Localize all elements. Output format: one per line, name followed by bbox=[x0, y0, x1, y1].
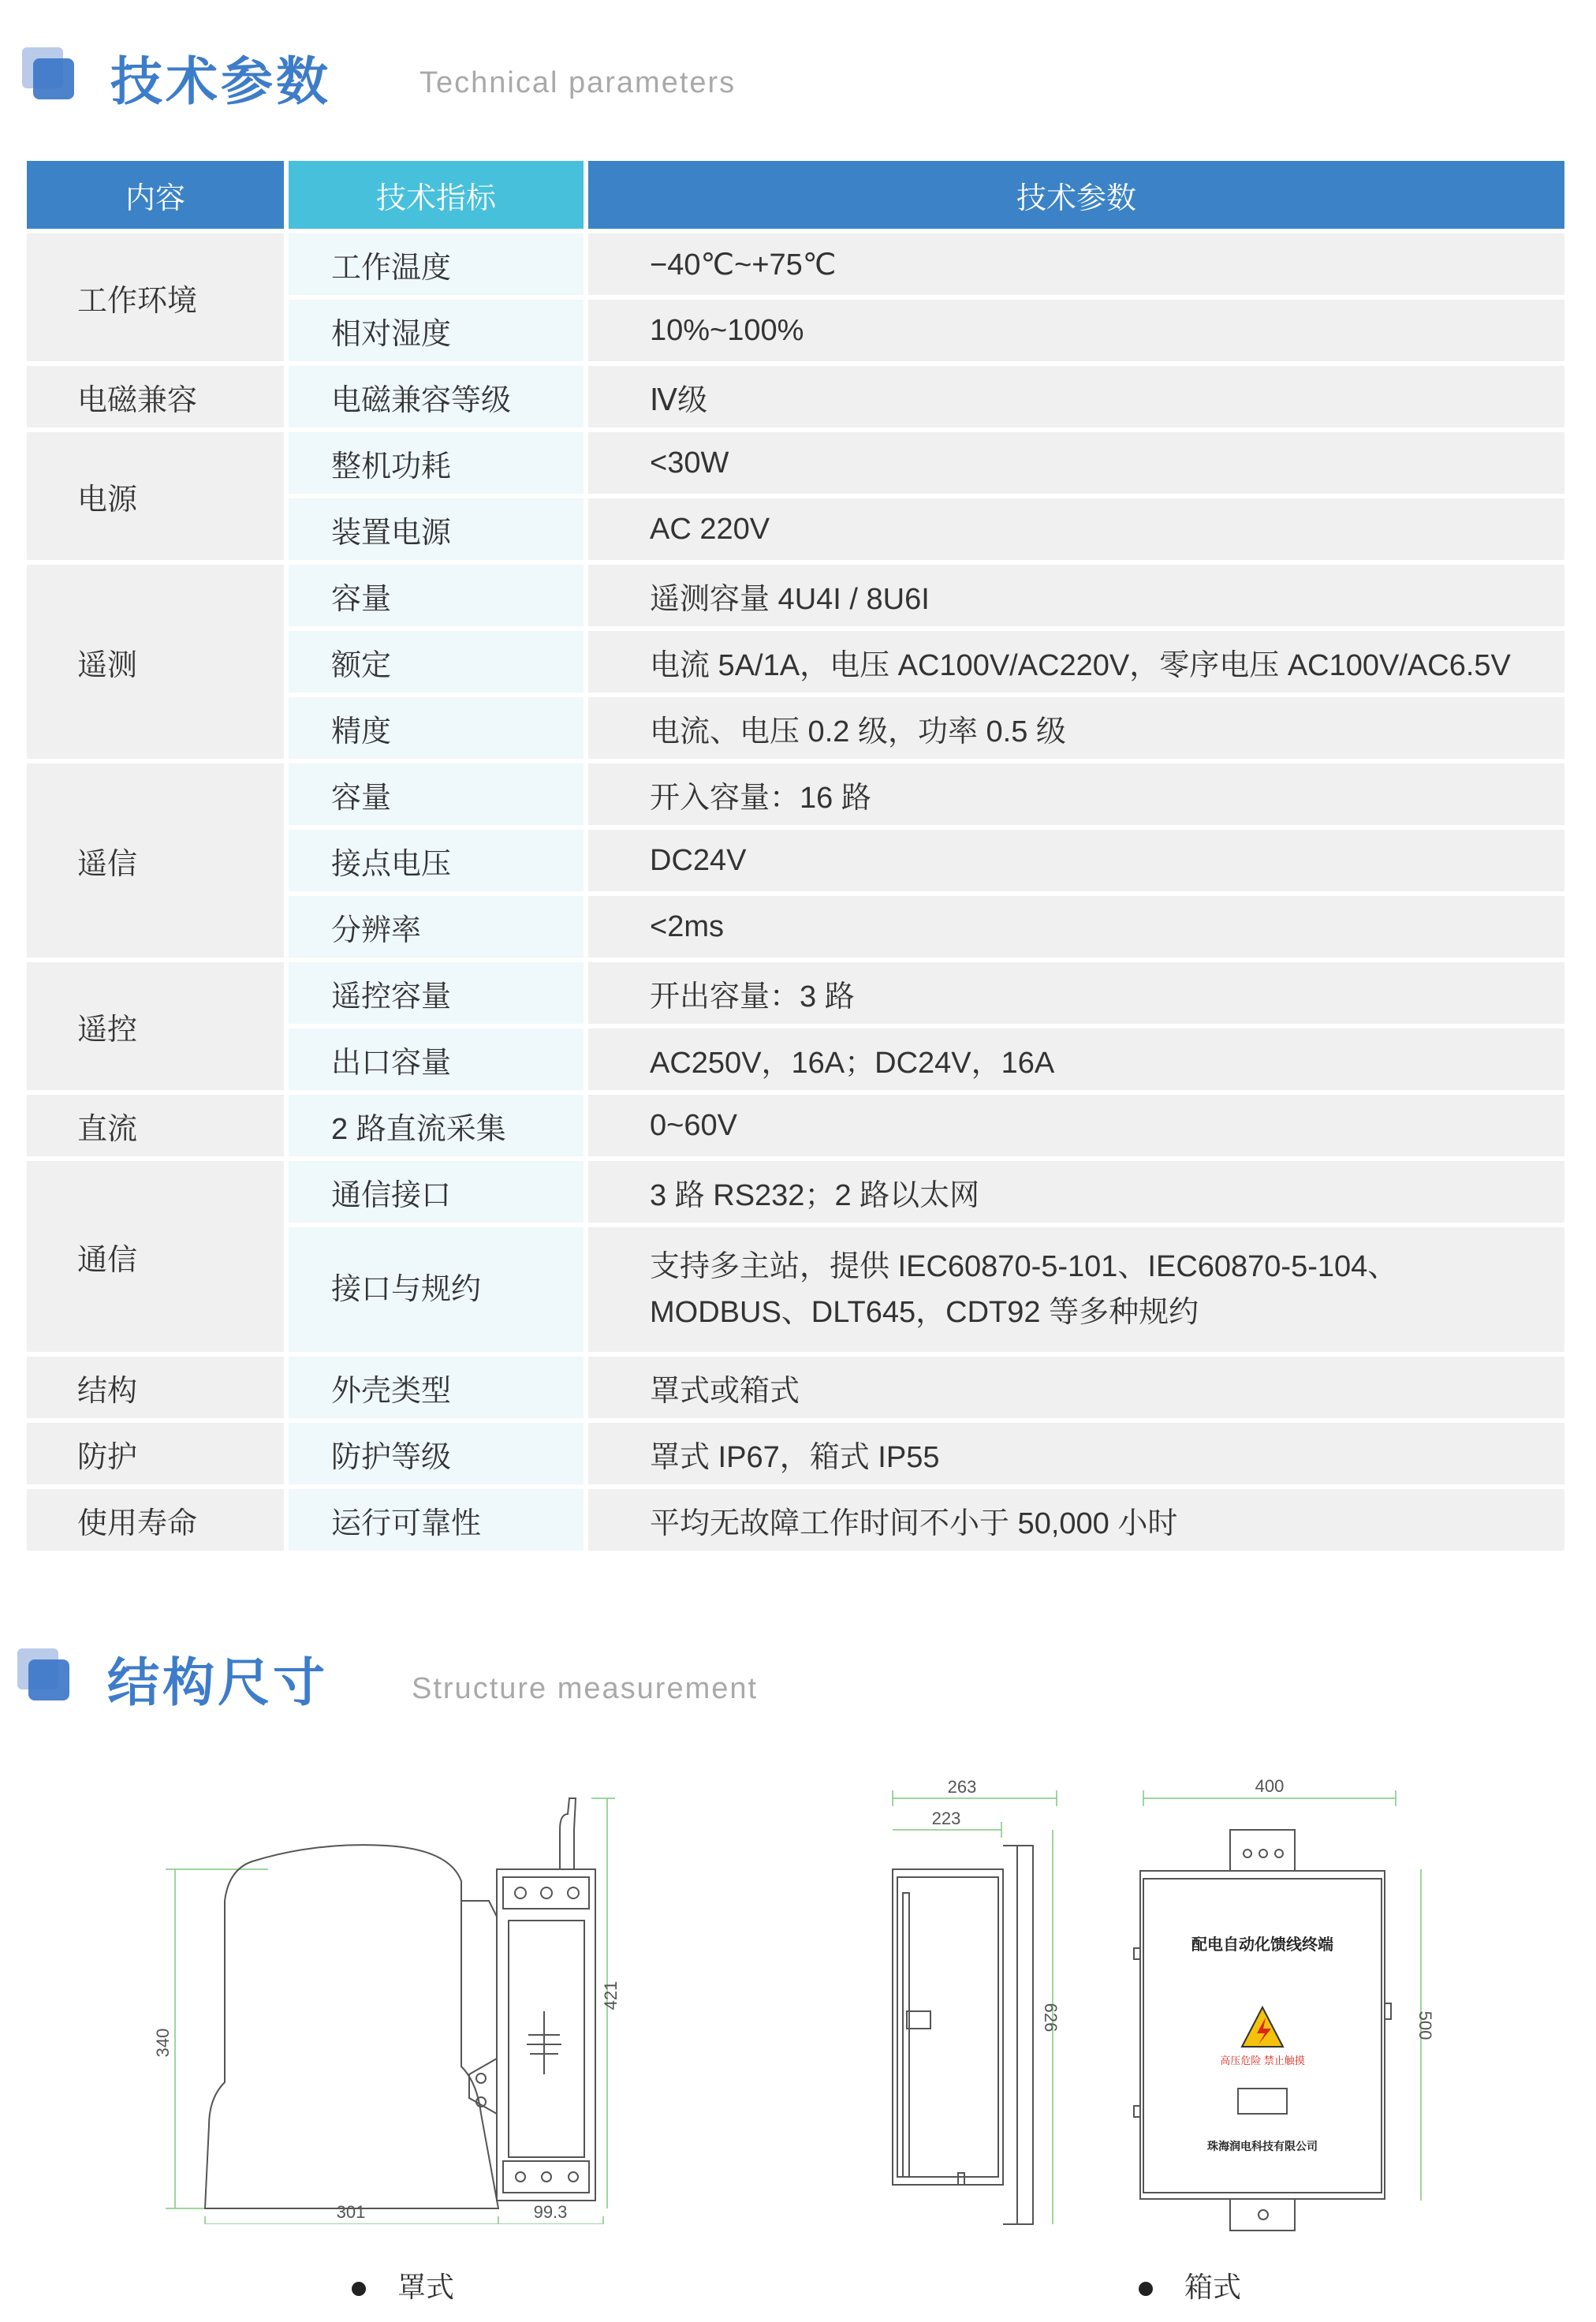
parameter-cell: 罩式 IP67，箱式 IP55 bbox=[588, 1423, 1564, 1484]
indicator-cell: 接口与规约 bbox=[289, 1227, 584, 1352]
section-square-icon bbox=[22, 47, 77, 103]
category-cell: 结构 bbox=[27, 1357, 284, 1418]
dim-front-height-label: 500 bbox=[1415, 2010, 1435, 2040]
parameter-cell: −40℃~+75℃ bbox=[588, 233, 1564, 295]
dim-front-width-label: 400 bbox=[1255, 1776, 1285, 1796]
panel-title: 配电自动化馈线终端 bbox=[1191, 1936, 1333, 1954]
dim-inner-depth-label: 223 bbox=[931, 1809, 961, 1828]
dim-outer-depth-label: 263 bbox=[947, 1777, 977, 1797]
dim-width-label: 301 bbox=[336, 2202, 366, 2222]
parameter-cell: 0~60V bbox=[588, 1095, 1564, 1156]
table-row bbox=[27, 233, 1564, 295]
indicator-cell: 整机功耗 bbox=[289, 432, 584, 494]
header-parameter: 技术参数 bbox=[588, 161, 1564, 229]
bullet-dot bbox=[352, 2282, 366, 2296]
indicator-cell: 防护等级 bbox=[289, 1423, 584, 1484]
parameter-cell: 开出容量：3 路 bbox=[588, 962, 1564, 1024]
box-type-drawing bbox=[883, 1775, 1451, 2232]
bullet-dot bbox=[1139, 2282, 1153, 2296]
parameter-cell: 支持多主站，提供 IEC60870-5-101、IEC60870-5-104、 MODBUS、DLT645，CDT92 等多种规约 bbox=[588, 1227, 1564, 1352]
indicator-cell: 遥控容量 bbox=[289, 962, 584, 1024]
category-cell: 遥控 bbox=[27, 962, 284, 1090]
indicator-cell: 分辨率 bbox=[289, 896, 584, 958]
category-cell: 遥信 bbox=[27, 763, 284, 958]
dim-box-height-label: 626 bbox=[1041, 2003, 1061, 2033]
header-content: 内容 bbox=[27, 161, 284, 229]
indicator-cell: 装置电源 bbox=[289, 498, 584, 560]
indicator-cell: 容量 bbox=[289, 565, 584, 626]
table-row bbox=[27, 366, 1564, 427]
table-row bbox=[27, 962, 1564, 1024]
table-row bbox=[27, 1357, 1564, 1418]
dim-height-label: 340 bbox=[153, 2028, 173, 2058]
indicator-cell: 通信接口 bbox=[289, 1161, 584, 1223]
parameter-cell: DC24V bbox=[588, 830, 1564, 891]
parameter-cell: Ⅳ级 bbox=[588, 366, 1564, 427]
parameter-cell: 3 路 RS232；2 路以太网 bbox=[588, 1161, 1564, 1223]
table-row bbox=[27, 1423, 1564, 1484]
indicator-cell: 工作温度 bbox=[289, 233, 584, 295]
category-cell: 遥测 bbox=[27, 565, 284, 759]
indicator-cell: 外壳类型 bbox=[289, 1357, 584, 1418]
section-subtitle: Structure measurement bbox=[412, 1672, 759, 1705]
parameter-cell: 10%~100% bbox=[588, 300, 1564, 361]
table-row bbox=[27, 565, 1564, 626]
caption-text: 罩式 bbox=[397, 2271, 455, 2303]
caption-text: 箱式 bbox=[1184, 2271, 1242, 2303]
parameter-cell: 开入容量：16 路 bbox=[588, 763, 1564, 825]
category-cell: 使用寿命 bbox=[27, 1489, 284, 1551]
table-row bbox=[27, 763, 1564, 825]
spec-table bbox=[22, 156, 1569, 1555]
section-title: 结构尺寸 bbox=[107, 1653, 328, 1712]
box-type-caption bbox=[1139, 2265, 1241, 2305]
table-row bbox=[27, 1161, 1564, 1223]
parameter-cell: <30W bbox=[588, 432, 1564, 494]
indicator-cell: 电磁兼容等级 bbox=[289, 366, 584, 427]
section-subtitle: Technical parameters bbox=[420, 66, 736, 99]
indicator-cell: 额定 bbox=[289, 631, 584, 692]
category-cell: 工作环境 bbox=[27, 233, 284, 361]
dim-depth-label: 99.3 bbox=[533, 2202, 568, 2222]
cover-type-drawing bbox=[150, 1783, 654, 2224]
parameter-cell: AC250V，16A；DC24V，16A bbox=[588, 1028, 1564, 1090]
section-title: 技术参数 bbox=[110, 52, 331, 110]
parameter-cell: <2ms bbox=[588, 896, 1564, 958]
category-cell: 电源 bbox=[27, 432, 284, 560]
category-cell: 电磁兼容 bbox=[27, 366, 284, 427]
indicator-cell: 相对湿度 bbox=[289, 300, 584, 361]
category-cell: 防护 bbox=[27, 1423, 284, 1484]
panel-warning: 高压危险 禁止触摸 bbox=[1220, 2055, 1305, 2066]
indicator-cell: 接点电压 bbox=[289, 830, 584, 891]
table-row bbox=[27, 1489, 1564, 1551]
table-row bbox=[27, 432, 1564, 494]
section-square-icon bbox=[17, 1648, 73, 1704]
parameter-cell: 电流、电压 0.2 级，功率 0.5 级 bbox=[588, 697, 1564, 759]
indicator-cell: 容量 bbox=[289, 763, 584, 825]
parameter-cell: 平均无故障工作时间不小于 50,000 小时 bbox=[588, 1489, 1564, 1551]
section-header-structure bbox=[0, 1641, 1596, 1751]
dim-total-height-label: 421 bbox=[601, 1980, 621, 2010]
indicator-cell: 2 路直流采集 bbox=[289, 1095, 584, 1156]
parameter-cell: 电流 5A/1A，电压 AC100V/AC220V，零序电压 AC100V/AC6.5V bbox=[588, 631, 1564, 692]
indicator-cell: 出口容量 bbox=[289, 1028, 584, 1090]
section-header-technical bbox=[0, 39, 1596, 150]
category-cell: 通信 bbox=[27, 1161, 284, 1352]
cover-type-caption bbox=[352, 2265, 454, 2305]
parameter-cell: AC 220V bbox=[588, 498, 1564, 560]
indicator-cell: 精度 bbox=[289, 697, 584, 759]
category-cell: 直流 bbox=[27, 1095, 284, 1156]
header-indicator: 技术指标 bbox=[289, 161, 584, 229]
panel-company: 珠海润电科技有限公司 bbox=[1207, 2140, 1318, 2152]
indicator-cell: 运行可靠性 bbox=[289, 1489, 584, 1551]
parameter-cell: 罩式或箱式 bbox=[588, 1357, 1564, 1418]
parameter-cell: 遥测容量 4U4I / 8U6I bbox=[588, 565, 1564, 626]
table-row bbox=[27, 1095, 1564, 1156]
